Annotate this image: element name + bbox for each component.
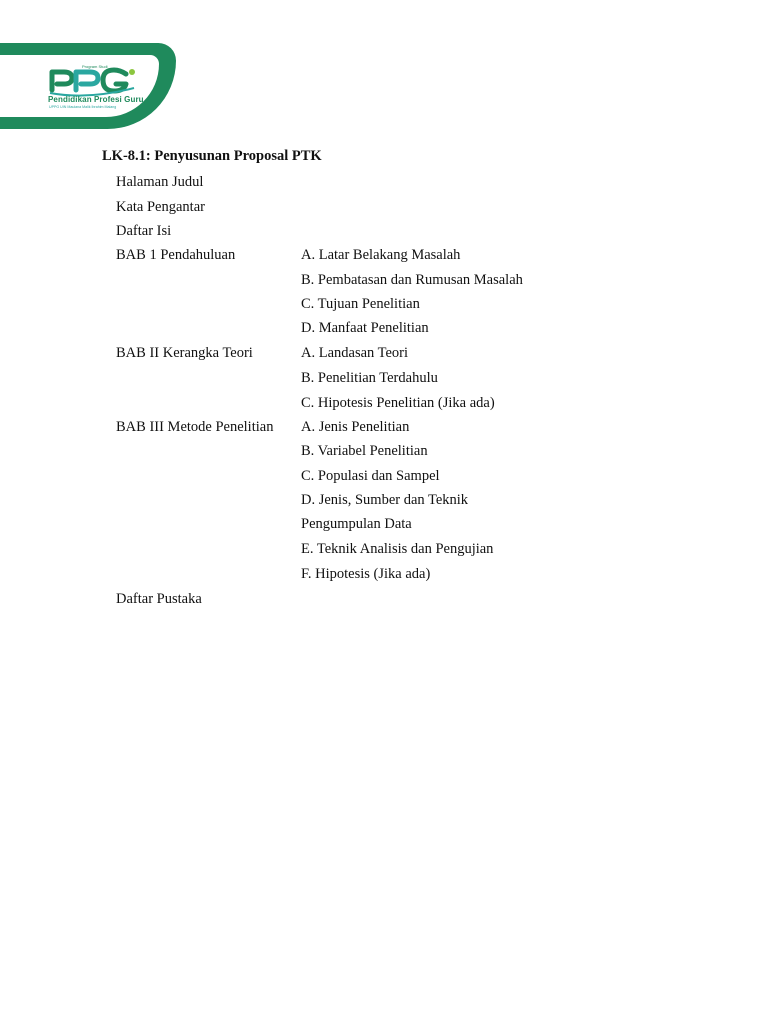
outline-item-right: A. Latar Belakang Masalah (301, 247, 461, 263)
logo-top-text: Program Studi (82, 64, 108, 69)
outline-item-right: C. Tujuan Penelitian (301, 296, 420, 312)
outline-item-right: B. Penelitian Terdahulu (301, 370, 438, 386)
outline-item-right: B. Pembatasan dan Rumusan Masalah (301, 272, 523, 288)
outline-item-left: Kata Pengantar (116, 199, 205, 215)
outline-item-right: B. Variabel Penelitian (301, 443, 428, 459)
outline-item-left: BAB III Metode Penelitian (116, 419, 274, 435)
outline-item-right: C. Hipotesis Penelitian (Jika ada) (301, 395, 495, 411)
outline-item-right: E. Teknik Analisis dan Pengujian (301, 541, 494, 557)
outline-item-left: Daftar Pustaka (116, 591, 202, 607)
logo-name: Pendidikan Profesi Guru (48, 95, 144, 104)
outline-item-right: D. Manfaat Penelitian (301, 320, 429, 336)
outline-item-right: A. Jenis Penelitian (301, 419, 410, 435)
logo-subtitle: UPPG UIN Maulana Malik Ibrahim Malang (49, 105, 117, 109)
outline-item-right: A. Landasan Teori (301, 345, 409, 361)
outline-item-left: Daftar Isi (116, 223, 172, 239)
outline-item-right: F. Hipotesis (Jika ada) (301, 566, 431, 582)
outline-item-left: BAB 1 Pendahuluan (116, 247, 236, 263)
outline-item-right: D. Jenis, Sumber dan Teknik (301, 492, 469, 508)
outline-item-left: Halaman Judul (116, 174, 204, 190)
outline-item-right: C. Populasi dan Sampel (301, 468, 440, 484)
document-title: LK-8.1: Penyusunan Proposal PTK (102, 148, 322, 164)
outline-item-left: BAB II Kerangka Teori (116, 345, 253, 361)
outline-item-right: Pengumpulan Data (301, 516, 412, 532)
